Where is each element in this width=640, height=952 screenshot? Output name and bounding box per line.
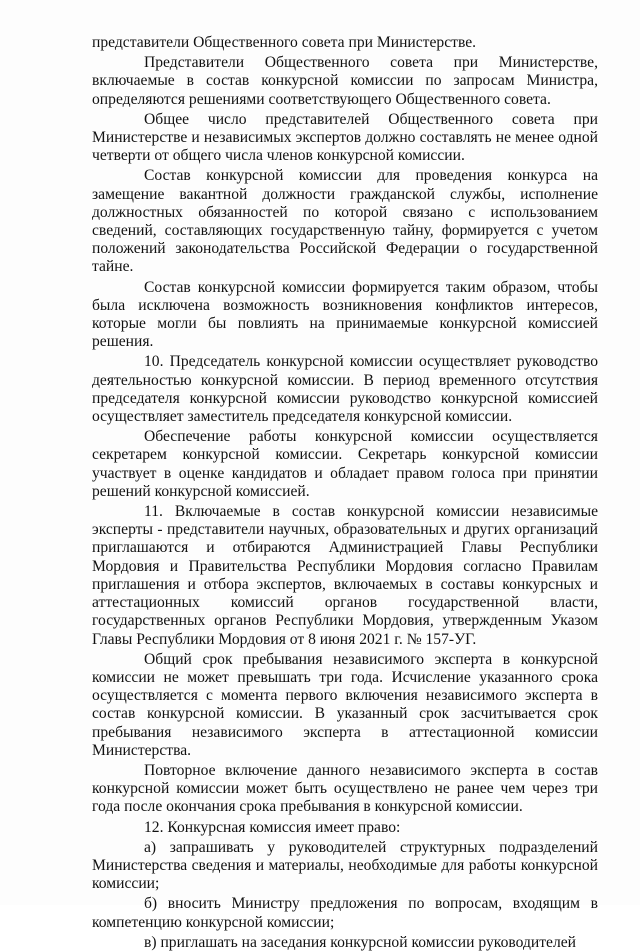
paragraph: Повторное включение данного независимого эксперта в состав конкурсной комиссии может быть осуществлено не ранее чем через три года после окончания срока пребывания в конкурсной комиссии. xyxy=(92,761,598,816)
paragraph: Состав конкурсной комиссии формируется таким образом, чтобы была исключена возможность возникновения конфликтов интересов, которые могли бы повлиять на принимаемые конкурсной комиссией решения. xyxy=(92,278,598,351)
paragraph: Состав конкурсной комиссии для проведения конкурса на замещение вакантной должности гражданской службы, исполнение должностных обязанностей по которой связано с использованием сведений, составляющих государственную тайну, формируется с учетом положений законодательства Российской Федерации о государственной тайне. xyxy=(92,167,598,276)
list-item-v: в) приглашать на заседания конкурсной комиссии руководителей xyxy=(144,933,577,951)
paragraph: Общее число представителей Общественного совета при Министерстве и независимых экспертов должно составлять не менее одной четверти от общего числа членов конкурсной комиссии. xyxy=(92,110,598,165)
paragraph-continuation: представители Общественного совета при Министерстве. xyxy=(92,34,477,51)
paragraph-item-10: 10. Председатель конкурсной комиссии осуществляет руководство деятельностью конкурсной комиссии. В период временного отсутствия председателя конкурсной комиссии руководство конкурсной комиссией осуществляет заместитель председателя конкурсной комиссии. xyxy=(92,353,598,426)
list-item-a: а) запрашивать у руководителей структурных подразделений Министерства сведения и материалы, необходимые для работы конкурсной комиссии; xyxy=(92,838,598,893)
paragraph: Обеспечение работы конкурсной комиссии осуществляется секретарем конкурсной комиссии. Секретарь конкурсной комиссии участвует в оценке кандидатов и обладает правом голоса при принятии решений конкурсной комиссией. xyxy=(92,428,598,500)
paragraph: Представители Общественного совета при Министерстве, включаемые в состав конкурсной комиссии по запросам Министра, определяются решениями соответствующего Общественного совета. xyxy=(92,54,598,108)
document-body xyxy=(92,34,598,952)
paragraph: Общий срок пребывания независимого эксперта в конкурсной комиссии не может превышать три года. Исчисление указанного срока осуществляется с момента первого включения независимого эксперта в состав конкурсной комиссии. В указанный срок засчитывается срок пребывания независимого эксперта в аттестационной комиссии Министерства. xyxy=(92,650,598,759)
paragraph-item-11: 11. Включаемые в состав конкурсной комиссии независимые эксперты - представители научных, образовательных и других организаций приглашаются и отбираются Администрацией Главы Республики Мордовия и Правительства Республики Мордовия согласно Правилам приглашения и отбора экспертов, включаемых в составы конкурсных и аттестационных комиссий органов государственной власти, государственных органов Республики Мордовия, утвержденным Указом Главы Республики Мордовия от 8 июня 2021 г. № 157-УГ. xyxy=(92,503,598,648)
list-item-b: б) вносить Министру предложения по вопросам, входящим в компетенцию конкурсной комиссии; xyxy=(92,895,598,931)
paragraph-item-12: 12. Конкурсная комиссия имеет право: xyxy=(144,818,401,836)
